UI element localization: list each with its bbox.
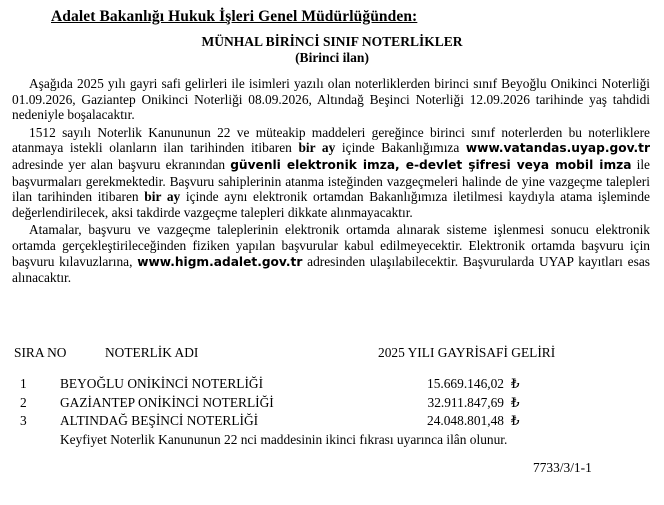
p2-text-i: içinde aynı elektronik ortamdan Bakanlığımıza iletilmesi kaydıyla atama işleminde değerlendirilecek, aksi takdirde vazgeçme talepleri dikkate alınmayacaktır. xyxy=(12,189,650,220)
paragraph-2 xyxy=(12,125,650,221)
p3-text-a: Atamalar, başvuru ve vazgeçme taleplerinin elektronik ortamda alınarak sisteme işlenmesi sonucu elektronik ortamda gerçekleştirileceğinden fiziken yapılan başvurular kabul edilmeyecektir. Elektronik ortamda başvuru için başvuru kılavuzlarına, xyxy=(12,222,650,269)
signature-methods: güvenli elektronik imza, e-devlet şifresi veya mobil imza xyxy=(230,157,632,172)
table-row xyxy=(0,376,664,394)
p2-text-g: ile başvurmaları gerekmektedir. Başvuru sahiplerinin atanma isteğinden vazgeçmeleri halinde de yine vazgeçme talepleri ilan tarihinden itibaren xyxy=(12,156,650,205)
reference-number: 7733/3/1-1 xyxy=(533,460,592,475)
deadline-bold-2: bir ay xyxy=(144,189,181,205)
higm-link[interactable]: www.higm.adalet.gov.tr xyxy=(137,254,303,269)
row-no: 3 xyxy=(20,413,27,428)
row-name: GAZİANTEP ONİKİNCİ NOTERLİĞİ xyxy=(60,395,274,410)
deadline-bold-1: bir ay xyxy=(298,140,336,156)
announcement-subtitle: (Birinci ilan) xyxy=(295,50,369,65)
row-name: BEYOĞLU ONİKİNCİ NOTERLİĞİ xyxy=(60,376,264,391)
paragraph-1: Aşağıda 2025 yılı gayri safi gelirleri ile isimleri yazılı olan noterliklerden birinci sınıf Beyoğlu Onikinci Noterliği 01.09.2026, Gaziantep Onikinci Noterliği 08.09.2026, Altındağ Beşinci Noterliği 12.09.2026 tarihinde yaş tahdidi nedeniyle boşalacaktır. xyxy=(12,76,650,123)
row-name: ALTINDAĞ BEŞİNCİ NOTERLİĞİ xyxy=(60,413,259,428)
p2-text-a: 1512 sayılı Noterlik Kanununun 22 ve müteakip maddeleri gereğince birinci sınıf noterlerden bu noterliklere atanmaya istekli olanların ilan tarihinden itibaren xyxy=(12,124,650,156)
table-row xyxy=(0,413,664,431)
p2-text-e: adresinde yer alan başvuru ekranından xyxy=(12,156,231,172)
paragraph-3 xyxy=(12,222,650,285)
column-header-income: 2025 YILI GAYRİSAFİ GELİRİ xyxy=(378,345,556,360)
row-no: 2 xyxy=(20,395,27,410)
currency-symbol: ₺ xyxy=(511,413,520,428)
currency-symbol: ₺ xyxy=(511,395,520,410)
uyap-link[interactable]: www.vatandas.uyap.gov.tr xyxy=(465,141,650,156)
row-no: 1 xyxy=(20,376,27,391)
column-header-name: NOTERLİK ADI xyxy=(105,345,199,360)
footer-note: Keyfiyet Noterlik Kanununun 22 nci maddesinin ikinci fıkrası uyarınca ilân olunur. xyxy=(60,432,508,447)
column-header-no: SIRA NO xyxy=(14,345,67,360)
p3-text-c: adresinden ulaşılabilecektir. Başvurularda UYAP kayıtları esas alınacaktır. xyxy=(12,253,650,286)
p2-text-c: içinde Bakanlığımıza xyxy=(335,140,466,156)
table-header xyxy=(0,345,664,363)
announcement-body xyxy=(12,76,650,286)
row-income: 24.048.801,48 xyxy=(427,413,504,428)
currency-symbol: ₺ xyxy=(511,376,520,391)
issuer-heading: Adalet Bakanlığı Hukuk İşleri Genel Müdürlüğünden: xyxy=(51,8,418,25)
announcement-title: MÜNHAL BİRİNCİ SINIF NOTERLİKLER xyxy=(201,34,463,49)
row-income: 15.669.146,02 xyxy=(427,376,504,391)
table-row xyxy=(0,395,664,413)
row-income: 32.911.847,69 xyxy=(427,395,504,410)
